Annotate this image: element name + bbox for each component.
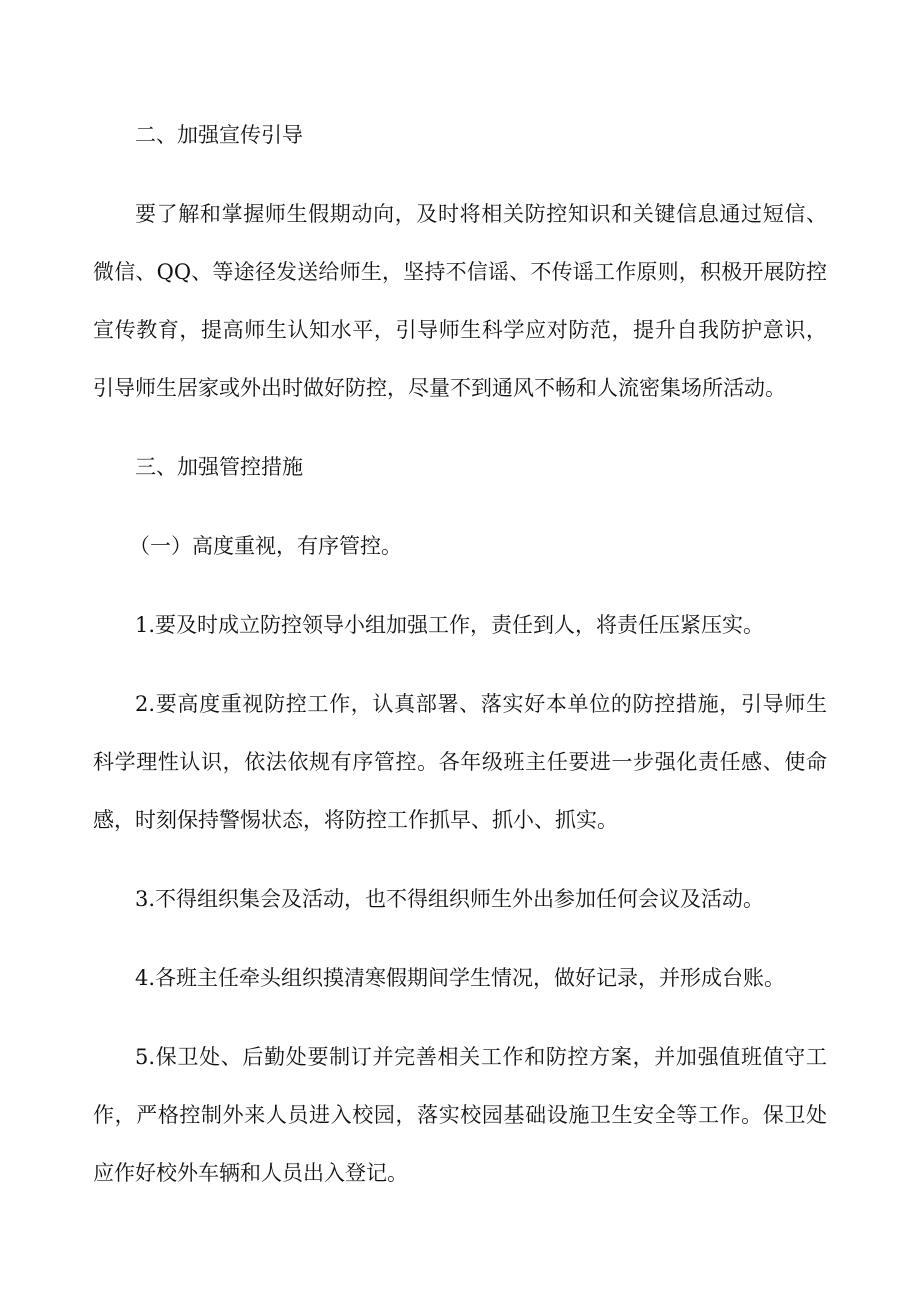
document-body (93, 106, 827, 1223)
list-item-1: 1.要及时成立防控领导小组加强工作，责任到人，将责任压紧压实。 (135, 613, 765, 637)
list-item-5: 5.保卫处、后勤处要制订并完善相关工作和防控方案，并加强值班值守工作，严格控制外来人员进入校园，落实校园基础设施卫生安全等工作。保卫处应作好校外车辆和人员出入登记。 (93, 1045, 827, 1185)
subsection-heading-priority: （一）高度重视，有序管控。 (129, 534, 402, 558)
section-heading-publicity: 二、加强宣传引导 (135, 123, 303, 147)
list-item-4: 4.各班主任牵头组织摸清寒假期间学生情况，做好记录，并形成台账。 (135, 966, 786, 990)
list-item-2: 2.要高度重视防控工作，认真部署、落实好本单位的防控措施，引导师生科学理性认识，依法依规有序管控。各年级班主任要进一步强化责任感、使命感，时刻保持警惕状态，将防控工作抓早、抓小、抓实。 (93, 692, 827, 832)
list-item-3: 3.不得组织集会及活动，也不得组织师生外出参加任何会议及活动。 (135, 887, 765, 911)
section-heading-control: 三、加强管控措施 (135, 455, 303, 479)
paragraph-publicity: 要了解和掌握师生假期动向，及时将相关防控知识和关键信息通过短信、微信、QQ、等途径发送给师生，坚持不信谣、不传谣工作原则，积极开展防控宣传教育，提高师生认知水平，引导师生科学应对防范，提升自我防护意识，引导师生居家或外出时做好防控，尽量不到通风不畅和人流密集场所活动。 (93, 202, 827, 400)
